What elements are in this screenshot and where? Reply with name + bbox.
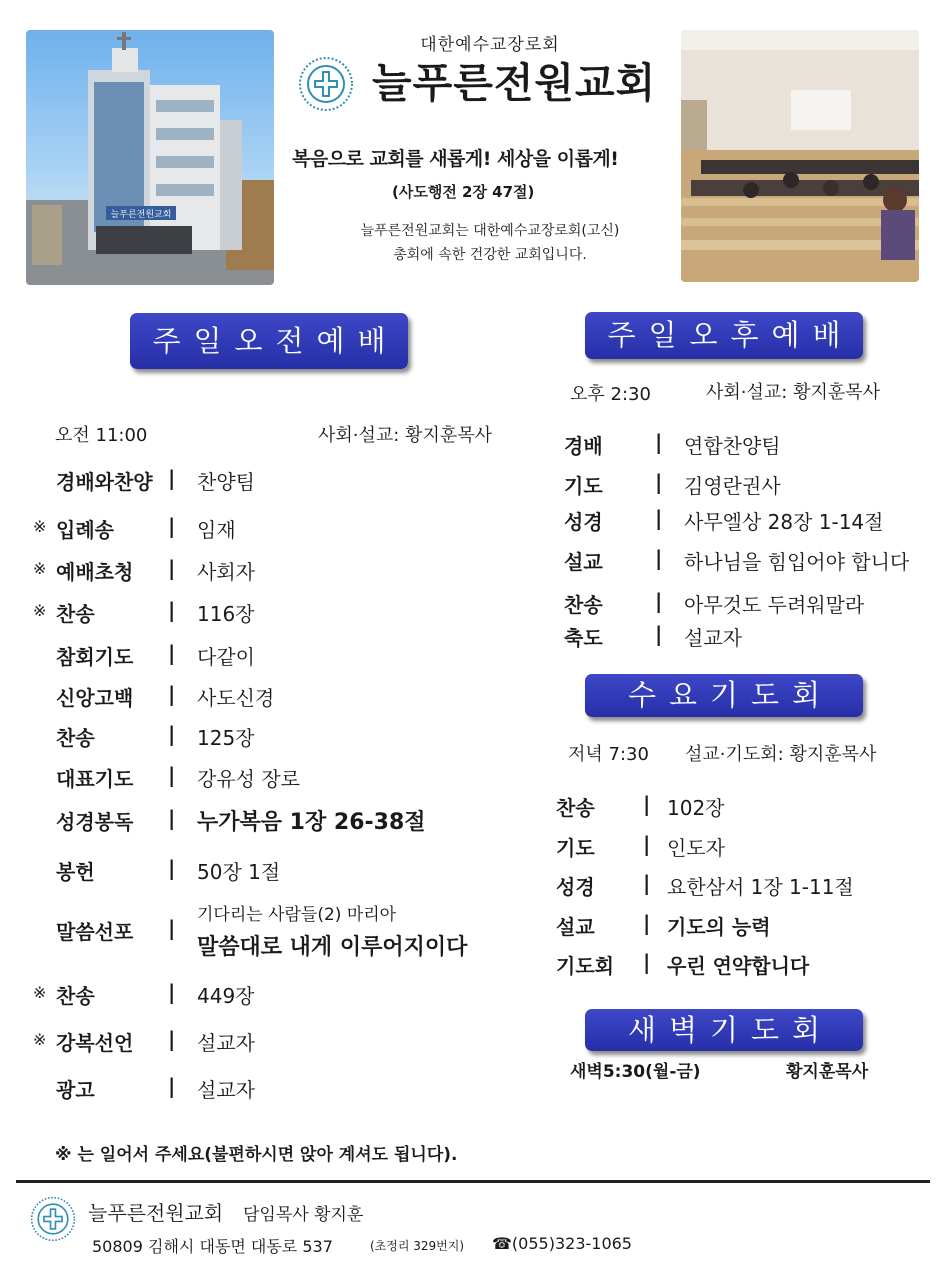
footer-address: 50809 김해시 대동면 대동로 537 <box>92 1237 333 1256</box>
wednesday-order-value: 요한삼서 1장 1-11절 <box>667 875 854 899</box>
order-label: 말씀선포 <box>56 920 134 944</box>
afternoon-order-label: 기도 <box>564 474 603 498</box>
wednesday-order-label: 찬송 <box>556 796 595 820</box>
afternoon-time: 오후 2:30 <box>570 384 651 405</box>
order-value: 125장 <box>197 726 255 750</box>
order-label: 신앙고백 <box>56 686 134 710</box>
order-label: 참회기도 <box>56 645 134 669</box>
wednesday-time: 저녁 7:30 <box>568 744 649 765</box>
afternoon-service-header <box>585 312 863 359</box>
stand-mark: ※ <box>33 1030 47 1049</box>
footer-old-address: (초정리 329번지) <box>370 1239 465 1253</box>
wednesday-order-value: 기도의 능력 <box>667 915 771 939</box>
order-value: 사회자 <box>197 560 255 584</box>
footer-phone: ☎(055)323-1065 <box>492 1234 632 1253</box>
afternoon-order-separator: | <box>655 589 663 613</box>
order-label: 강복선언 <box>56 1031 134 1055</box>
intro-line-2: 총회에 속한 건강한 교회입니다. <box>393 247 587 263</box>
wednesday-order-separator: | <box>643 871 651 895</box>
order-label: 성경봉독 <box>56 810 134 834</box>
wednesday-leader: 설교·기도회: 황지훈목사 <box>685 744 877 765</box>
order-value: 누가복음 1장 26-38절 <box>197 810 426 835</box>
sermon-subtitle: 말씀대로 내게 이루어지이다 <box>197 935 468 960</box>
wednesday-service-header <box>585 674 863 717</box>
afternoon-service-title: 주일오후예배 <box>607 318 854 352</box>
morning-service-title: 주일오전예배 <box>152 323 399 358</box>
church-logo-icon <box>298 56 354 116</box>
footer-pastor: 담임목사 황지훈 <box>243 1205 364 1225</box>
order-value: 사도신경 <box>197 686 275 710</box>
order-separator: | <box>168 916 176 940</box>
morning-leader: 사회·설교: 황지훈목사 <box>318 425 492 446</box>
order-separator: | <box>168 514 176 538</box>
dawn-leader: 황지훈목사 <box>786 1062 869 1082</box>
wednesday-order-value: 102장 <box>667 796 725 820</box>
order-label: 입례송 <box>56 518 114 542</box>
order-separator: | <box>168 1027 176 1051</box>
church-intro <box>300 219 680 267</box>
order-value: 설교자 <box>197 1031 255 1055</box>
wednesday-order-label: 설교 <box>556 915 595 939</box>
order-label: 경배와찬양 <box>56 470 153 494</box>
order-separator: | <box>168 856 176 880</box>
stand-mark: ※ <box>33 517 47 536</box>
afternoon-order-value: 김영란권사 <box>684 474 781 498</box>
order-value: 449장 <box>197 984 255 1008</box>
dawn-time: 새벽5:30(월-금) <box>570 1062 701 1082</box>
order-separator: | <box>168 1074 176 1098</box>
denomination-label: 대한예수교장로회 <box>420 35 560 55</box>
afternoon-order-label: 찬송 <box>564 593 603 617</box>
footer-divider <box>16 1180 930 1183</box>
order-label: 예배초청 <box>56 560 134 584</box>
order-value: 50장 1절 <box>197 860 281 884</box>
order-label: 광고 <box>56 1078 95 1102</box>
order-value: 찬양팀 <box>197 470 255 494</box>
motto-verse: (사도행전 2장 47절) <box>392 183 535 201</box>
afternoon-order-value: 아무것도 두려워말라 <box>684 593 865 617</box>
sermon-title: 기다리는 사람들(2) 마리아 <box>197 905 397 925</box>
afternoon-order-label: 경배 <box>564 434 603 458</box>
order-separator: | <box>168 763 176 787</box>
wednesday-order-separator: | <box>643 911 651 935</box>
order-value: 다같이 <box>197 645 255 669</box>
church-name-title: 늘푸른전원교회 <box>372 59 657 107</box>
afternoon-order-value: 설교자 <box>684 626 742 650</box>
wednesday-order-value: 인도자 <box>667 836 725 860</box>
worship-photo <box>681 30 919 282</box>
order-label: 찬송 <box>56 726 95 750</box>
wednesday-order-separator: | <box>643 832 651 856</box>
dawn-service-title: 새벽기도회 <box>627 1012 834 1047</box>
order-separator: | <box>168 641 176 665</box>
morning-service-header <box>130 313 408 369</box>
stand-mark: ※ <box>33 601 47 620</box>
order-separator: | <box>168 556 176 580</box>
stand-mark: ※ <box>33 983 47 1002</box>
order-label: 찬송 <box>56 984 95 1008</box>
afternoon-order-label: 설교 <box>564 550 603 574</box>
afternoon-leader: 사회·설교: 황지훈목사 <box>706 382 880 403</box>
order-label: 찬송 <box>56 602 95 626</box>
order-separator: | <box>168 466 176 490</box>
order-separator: | <box>168 682 176 706</box>
order-value: 116장 <box>197 602 255 626</box>
wednesday-order-separator: | <box>643 950 651 974</box>
footer-church-name: 늘푸른전원교회 <box>88 1201 224 1225</box>
wednesday-order-label: 기도 <box>556 836 595 860</box>
afternoon-order-value: 하나님을 힘입어야 합니다 <box>684 550 910 574</box>
afternoon-order-value: 사무엘상 28장 1-14절 <box>684 510 884 534</box>
order-separator: | <box>168 598 176 622</box>
intro-line-1: 늘푸른전원교회는 대한예수교장로회(고신) <box>360 223 620 239</box>
footer-logo-icon <box>30 1196 76 1246</box>
afternoon-order-label: 성경 <box>564 510 603 534</box>
order-value: 강유성 장로 <box>197 767 300 791</box>
dawn-service-header <box>585 1009 863 1051</box>
order-value: 임재 <box>197 518 236 542</box>
order-separator: | <box>168 722 176 746</box>
order-value: 설교자 <box>197 1078 255 1102</box>
afternoon-order-separator: | <box>655 622 663 646</box>
afternoon-order-separator: | <box>655 470 663 494</box>
afternoon-order-label: 축도 <box>564 626 603 650</box>
wednesday-order-label: 성경 <box>556 875 595 899</box>
afternoon-order-separator: | <box>655 430 663 454</box>
church-building-photo <box>26 30 274 285</box>
wednesday-order-separator: | <box>643 792 651 816</box>
afternoon-order-separator: | <box>655 506 663 530</box>
afternoon-order-separator: | <box>655 546 663 570</box>
building-sign-text: 늘푸른전원교회 <box>110 210 172 220</box>
stand-mark: ※ <box>33 559 47 578</box>
morning-time: 오전 11:00 <box>55 425 148 446</box>
church-motto: 복음으로 교회를 새롭게! 세상을 이롭게! <box>292 148 619 170</box>
wednesday-order-value: 우린 연약합니다 <box>667 954 810 978</box>
order-separator: | <box>168 806 176 830</box>
wednesday-order-label: 기도회 <box>556 954 614 978</box>
order-separator: | <box>168 980 176 1004</box>
wednesday-service-title: 수요기도회 <box>627 678 834 712</box>
order-label: 대표기도 <box>56 767 134 791</box>
afternoon-order-value: 연합찬양팀 <box>684 434 781 458</box>
order-label: 봉헌 <box>56 860 95 884</box>
standing-note: ※ 는 일어서 주세요(불편하시면 앉아 계셔도 됩니다). <box>55 1145 458 1165</box>
